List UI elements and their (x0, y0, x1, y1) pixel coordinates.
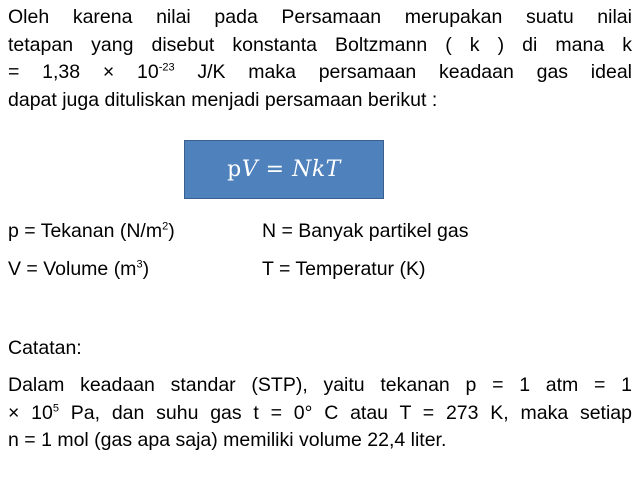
definition-V-exp: 3 (136, 258, 143, 271)
definition-N: N = Banyak partikel gas (262, 220, 469, 242)
note-line-2-exp: 5 (52, 402, 59, 414)
boltzmann-value: = 1,38 × 10 (8, 61, 159, 83)
ideal-gas-formula (227, 157, 341, 182)
formula-V: V (241, 157, 259, 182)
definition-row-1 (8, 218, 469, 246)
intro-line-3-rest: J/K maka persamaan keadaan gas ideal (174, 61, 632, 83)
note-line-1: Dalam keadaan standar (STP), yaitu tekanan p = 1 atm = 1 (8, 374, 632, 396)
boltzmann-exponent: -23 (158, 61, 175, 74)
note-line-3: n = 1 mol (gas apa saja) memiliki volume 22,4 liter. (8, 429, 447, 451)
definition-p (8, 220, 175, 242)
definition-V (8, 258, 149, 280)
note-line-2-post: Pa, dan suhu gas t = 0° C atau T = 273 K, maka setiap (58, 401, 632, 424)
intro-line-1: Oleh karena nilai pada Persamaan merupakan suatu nilai (8, 6, 632, 28)
definition-p-text: p = Tekanan (N/m (8, 220, 163, 242)
formula-p: p (227, 157, 242, 182)
note-title: Catatan: (8, 337, 82, 359)
note-line-2 (8, 400, 632, 428)
definition-T: T = Temperatur (K) (262, 258, 426, 280)
definition-V-text: V = Volume (m (8, 258, 137, 280)
definition-p-close: ) (168, 220, 175, 242)
formula-eq: = (258, 157, 293, 182)
formula-NkT: NkT (292, 157, 341, 182)
note-paragraph (8, 372, 632, 455)
note-line-2-pre: × 10 (8, 401, 53, 424)
intro-paragraph (8, 4, 632, 114)
definition-V-close: ) (142, 258, 150, 280)
formula-box (184, 140, 384, 199)
intro-line-2: tetapan yang disebut konstanta Boltzmann ( k ) di mana k (8, 33, 632, 56)
definition-p-exp: 2 (162, 220, 169, 233)
intro-line-4: dapat juga dituliskan menjadi persamaan berikut : (8, 88, 438, 111)
definition-row-2 (8, 256, 426, 284)
intro-line-3 (8, 59, 632, 87)
